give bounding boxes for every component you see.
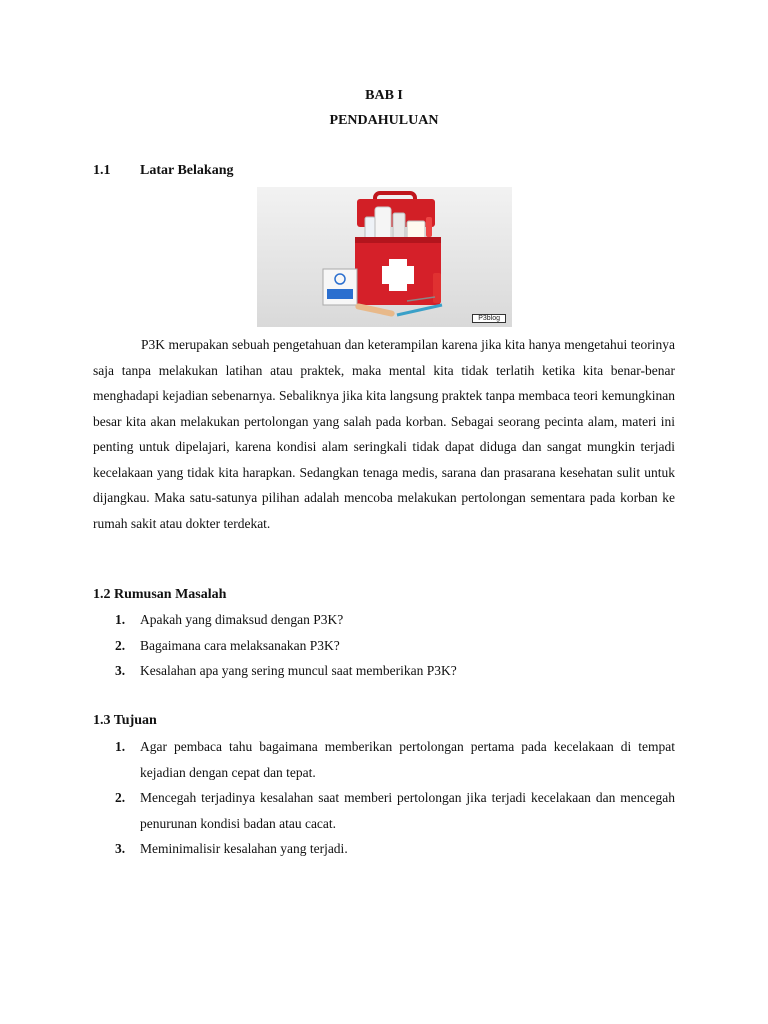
- list-text: Bagaimana cara melaksanakan P3K?: [140, 637, 340, 653]
- list-text: Mencegah terjadinya kesalahan saat memberi pertolongan jika terjadi kecelakaan dan mencegah penurunan kondisi badan atau cacat.: [140, 790, 675, 831]
- first-aid-kit-illustration: [257, 187, 512, 327]
- list-item: [115, 734, 675, 785]
- chapter-title: PENDAHULUAN: [329, 113, 439, 128]
- section-1-number: 1.1: [93, 163, 111, 178]
- list-item: [115, 607, 675, 633]
- section-2-title: 1.2 Rumusan Masalah: [93, 587, 227, 602]
- list-number: 2.: [115, 790, 126, 805]
- list-text: Meminimalisir kesalahan yang terjadi.: [140, 841, 348, 856]
- list-text: Agar pembaca tahu bagaimana memberikan pertolongan pertama pada kecelakaan di tempat kejadian dengan cepat dan tepat.: [140, 739, 675, 780]
- list-number: 3.: [115, 841, 126, 856]
- list-number: 1.: [115, 739, 126, 754]
- list-item: [115, 633, 675, 659]
- list-number: 1.: [115, 612, 126, 627]
- chapter-number: BAB I: [365, 88, 403, 103]
- problem-list: [115, 607, 675, 684]
- list-item: [115, 836, 675, 862]
- section-3-title: 1.3 Tujuan: [93, 713, 157, 728]
- list-item: [115, 658, 675, 684]
- background-paragraph: P3K merupakan sebuah pengetahuan dan keterampilan karena jika kita hanya mengetahui teorinya saja tanpa melakukan latihan atau praktek, maka mental kita tidak terlatih ketika kita benar-benar menghadapi kejadian sebenarnya. Sebaliknya jika kita langsung praktek tanpa membaca teori kemungkinan besar kita akan melakukan pertolongan yang salah pada korban. Sebagai seorang pecinta alam, materi ini penting untuk dipelajari, karena kondisi alam seringkali tidak dapat diduga dan sangat mungkin terjadi kecelakaan yang tidak kita harapkan. Sedangkan tenaga medis, sarana dan prasarana kesehatan sulit untuk dijangkau. Maka satu-satunya pilihan adalah mencoba melakukan pertolongan sementara pada korban ke rumah sakit atau dokter terdekat.: [93, 337, 675, 531]
- list-number: 3.: [115, 663, 126, 678]
- list-item: [115, 785, 675, 836]
- image-watermark: P3blog: [472, 314, 506, 323]
- list-text: Kesalahan apa yang sering muncul saat memberikan P3K?: [140, 663, 457, 678]
- section-1-title: Latar Belakang: [140, 163, 234, 178]
- objectives-list: [115, 734, 675, 862]
- list-text: Apakah yang dimaksud dengan P3K?: [140, 612, 344, 627]
- list-number: 2.: [115, 637, 126, 653]
- first-aid-kit-image: [257, 187, 512, 327]
